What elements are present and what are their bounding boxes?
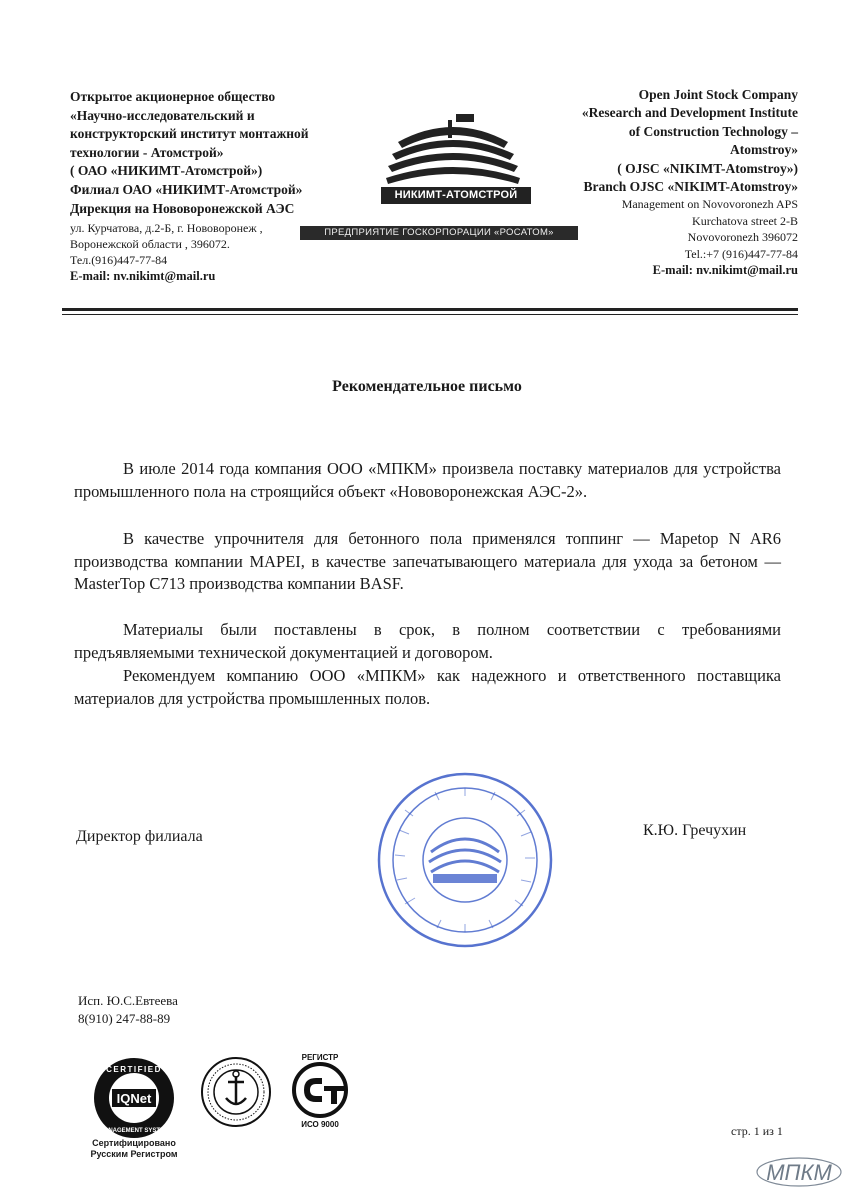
org-name-en-6: Branch OJSC «NIKIMT-Atomstroy» — [583, 179, 798, 195]
stamp-seal-icon — [375, 770, 555, 950]
address-en-1: Management on Novovoronezh APS — [621, 197, 798, 212]
org-name-ru-3: конструкторский институт монтажной — [70, 126, 309, 142]
rst-top-text: РЕГИСТР — [301, 1053, 339, 1062]
signatory-title: Директор филиала — [76, 828, 203, 845]
letter-paragraph-4: Рекомендуем компанию ООО «МПКМ» как надежного и ответственного поставщика материалов для устройства промышленных полов. — [74, 666, 781, 708]
org-name-ru-6: Филиал ОАО «НИКИМТ-Атомстрой» — [70, 181, 303, 197]
org-name-ru-4: технологии - Атомстрой» — [70, 144, 224, 160]
page-number: стр. 1 из 1 — [731, 1124, 783, 1138]
address-en-3: Novovoronezh 396072 — [687, 230, 798, 245]
iqnet-caption-line-2: Русским Регистром — [90, 1149, 178, 1159]
org-name-en-2: «Research and Development Institute — [581, 105, 798, 121]
letter-paragraph-2: В качестве упрочнителя для бетонного пола применялся топпинг — Mapetop N AR6 производства компании MAPEI, в качестве запечатывающего материала для ухода за бетоном — MasterTop C713 производства компании BASF. — [74, 529, 781, 593]
certification-system-seal — [200, 1056, 272, 1128]
iqnet-mid-text: IQNet — [116, 1091, 152, 1106]
email-ru[interactable]: E-mail: nv.nikimt@mail.ru — [70, 269, 216, 284]
org-name-ru-2: «Научно-исследовательский и — [70, 107, 255, 123]
iqnet-top-text: CERTIFIED — [106, 1065, 162, 1074]
letter-title: Рекомендательное письмо — [332, 378, 522, 395]
rst-register-icon — [280, 1050, 360, 1130]
org-name-ru-5: ( ОАО «НИКИМТ-Атомстрой») — [70, 163, 263, 179]
address-ru-2: Воронежской области , 396072. — [70, 237, 230, 252]
header-divider-thick — [62, 308, 798, 311]
mpkm-logo-text: МПКМ — [766, 1160, 832, 1185]
executor-phone: 8(910) 247-88-89 — [78, 1011, 171, 1026]
iqnet-bottom-text: MANAGEMENT SYSTEM — [98, 1128, 170, 1134]
org-name-en-3: of Construction Technology – — [628, 123, 798, 139]
executor-block — [78, 992, 178, 1028]
rst-bottom-text: ИСО 9000 — [301, 1120, 339, 1129]
address-ru-1: ул. Курчатова, д.2-Б, г. Нововоронеж , — [70, 221, 263, 236]
mpkm-footer-logo — [754, 1152, 844, 1190]
org-name-en-1: Open Joint Stock Company — [638, 87, 798, 102]
letter-paragraph-3: Материалы были поставлены в срок, в полном соответствии с требованиями предъявляемыми технической документацией и договором. — [74, 620, 781, 662]
iqnet-caption-line-1: Сертифицировано — [92, 1138, 176, 1148]
org-name-ru-1: Открытое акционерное общество — [70, 89, 276, 104]
header-left — [70, 88, 390, 285]
gost-r-register-logo — [280, 1050, 360, 1130]
org-name-ru-7: Дирекция на Нововоронежской АЭС — [70, 200, 295, 216]
company-stamp — [375, 770, 555, 950]
org-name-en-4: Atomstroy» — [730, 142, 798, 158]
logo-wordmark: НИКИМТ-АТОМСТРОЙ — [381, 187, 531, 204]
iqnet-seal-icon — [84, 1056, 184, 1140]
header-right — [498, 86, 798, 279]
anchor-seal-icon — [200, 1056, 272, 1128]
address-en-2: Kurchatova street 2-B — [692, 213, 798, 228]
signatory-name: К.Ю. Гречухин — [643, 822, 747, 839]
rosatom-tagline: ПРЕДПРИЯТИЕ ГОСКОРПОРАЦИИ «РОСАТОМ» — [300, 226, 578, 240]
phone-en: Tel.:+7 (916)447-77-84 — [684, 246, 798, 261]
email-en[interactable]: E-mail: nv.nikimt@mail.ru — [652, 263, 798, 278]
phone-ru: Тел.(916)447-77-84 — [70, 253, 168, 268]
org-name-en-5: ( OJSC «NIKIMT-Atomstroy») — [617, 160, 798, 176]
header-divider-thin — [62, 314, 798, 315]
mpkm-logo-icon — [754, 1152, 844, 1190]
iqnet-caption — [84, 1138, 184, 1160]
executor-name: Исп. Ю.С.Евтеева — [78, 993, 178, 1008]
letter-paragraph-1: В июле 2014 года компания ООО «МПКМ» произвела поставку материалов для устройства промышленного пола на строящийся объект «Нововоронежская АЭС-2». — [74, 459, 781, 501]
